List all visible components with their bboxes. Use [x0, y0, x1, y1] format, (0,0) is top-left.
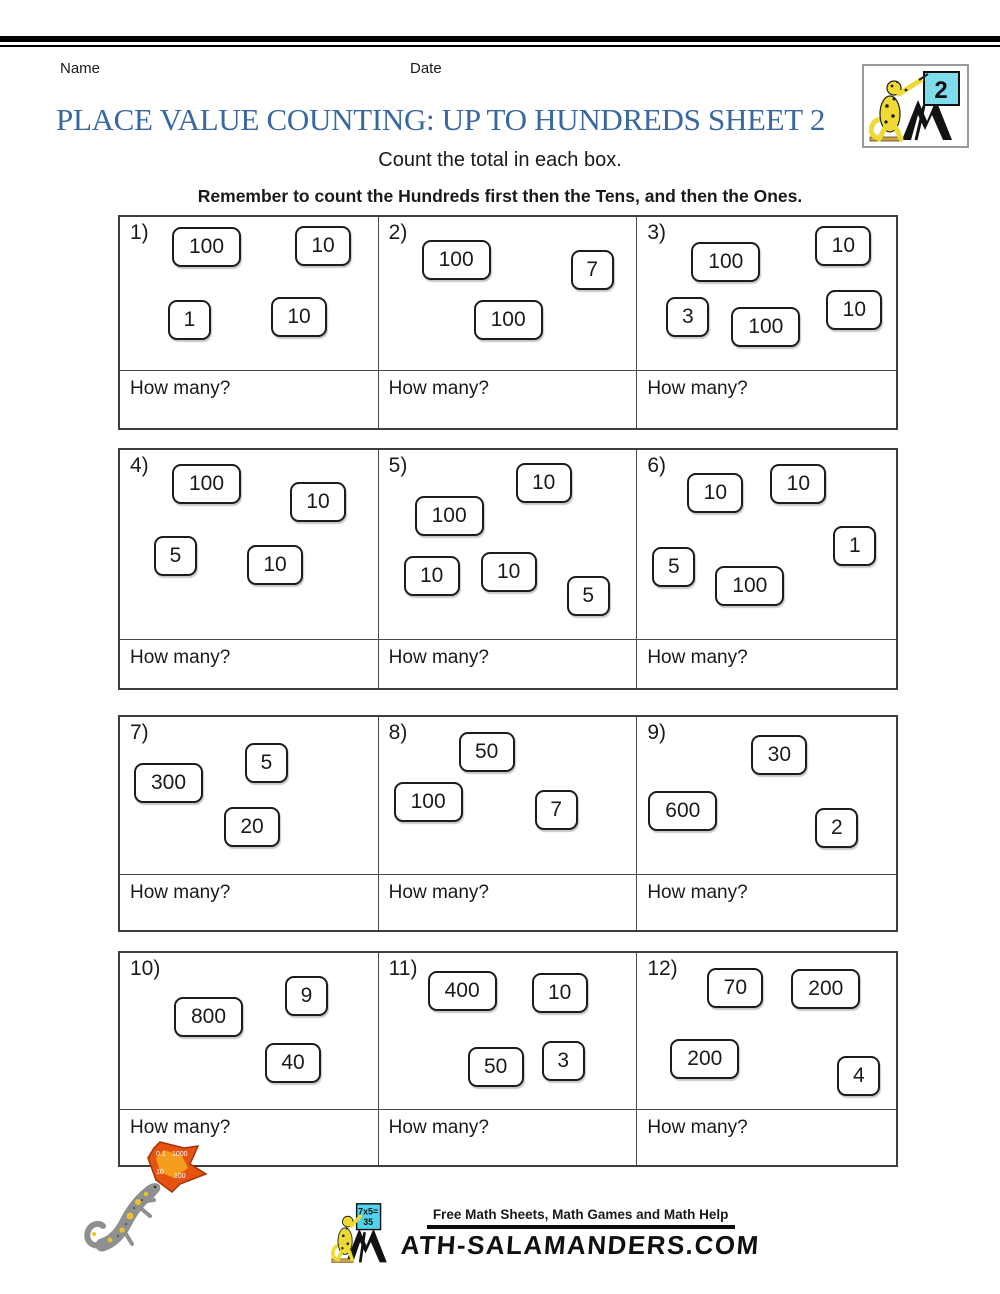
problem-table-row1	[118, 215, 898, 430]
flame-number: 0.1	[156, 1151, 166, 1158]
date-label: Date	[410, 60, 442, 77]
problem-cell-11	[379, 953, 638, 1110]
number-card: 10	[295, 226, 351, 266]
problem-number: 10)	[130, 957, 161, 980]
how-many-prompt: How many?	[120, 371, 379, 428]
site-name: ATH-SALAMANDERS.COM	[400, 1230, 762, 1260]
logo-rule	[427, 1225, 735, 1229]
problem-cell-6	[637, 450, 896, 640]
number-card: 1	[833, 526, 876, 566]
flame-number: 100	[174, 1173, 186, 1180]
number-card: 800	[174, 997, 243, 1037]
how-many-prompt: How many?	[120, 875, 379, 930]
number-card: 100	[172, 227, 241, 267]
number-card: 100	[731, 307, 800, 347]
problem-cell-2	[379, 217, 638, 371]
number-card: 3	[666, 297, 709, 337]
instruction: Remember to count the Hundreds first then the Tens, and then the Ones.	[197, 186, 803, 206]
problem-cell-1	[120, 217, 379, 371]
board-answer: 35	[363, 1217, 374, 1228]
problem-number: 11)	[388, 957, 418, 980]
problem-cell-7	[120, 717, 379, 875]
number-card: 200	[791, 969, 860, 1009]
number-card: 40	[265, 1043, 321, 1083]
problem-number: 8)	[388, 721, 408, 744]
number-card: 10	[770, 464, 826, 504]
problem-number: 3)	[647, 221, 667, 244]
number-card: 10	[532, 973, 588, 1013]
number-card: 100	[715, 566, 784, 606]
problem-cell-9	[637, 717, 896, 875]
problem-cell-8	[379, 717, 638, 875]
number-card: 600	[648, 791, 717, 831]
problem-number: 12)	[647, 957, 678, 980]
flame-number: 1000	[172, 1151, 188, 1158]
problem-table-row4	[118, 951, 898, 1167]
number-card: 10	[826, 290, 882, 330]
number-card: 100	[394, 782, 463, 822]
problem-cell-3	[637, 217, 896, 371]
problem-number: 5)	[388, 454, 408, 477]
how-many-prompt: How many?	[379, 640, 638, 688]
problem-number: 2)	[388, 221, 408, 244]
problem-table-row2	[118, 448, 898, 690]
problem-cell-5	[379, 450, 638, 640]
problem-number: 7)	[130, 721, 149, 744]
number-card: 5	[245, 743, 288, 783]
top-rule-thick	[0, 36, 1000, 42]
number-card: 400	[428, 971, 497, 1011]
number-card: 100	[691, 242, 760, 282]
how-many-prompt: How many?	[120, 640, 379, 688]
number-card: 9	[285, 976, 328, 1016]
top-rule-thin	[0, 45, 1000, 47]
problem-table-row3	[118, 715, 898, 932]
number-card: 10	[247, 545, 303, 585]
page-title: PLACE VALUE COUNTING: UP TO HUNDREDS SHEET 2	[56, 102, 826, 137]
number-card: 5	[652, 547, 695, 587]
problem-number: 9)	[647, 721, 667, 744]
flame-number: 10	[156, 1169, 164, 1176]
board-equation: 7x5=	[358, 1206, 379, 1217]
how-many-prompt: How many?	[647, 378, 748, 399]
how-many-prompt: How many?	[379, 1110, 638, 1165]
number-card: 50	[459, 732, 515, 772]
site-logo	[330, 1198, 760, 1272]
number-card: 7	[571, 250, 614, 290]
problem-cell-12	[637, 953, 896, 1110]
how-many-prompt: How many?	[379, 875, 638, 930]
number-card: 30	[751, 735, 807, 775]
number-card: 20	[224, 807, 280, 847]
problem-number: 4)	[130, 454, 149, 477]
number-card: 100	[172, 464, 241, 504]
salamander-body	[87, 1180, 163, 1245]
name-label: Name	[60, 60, 101, 77]
number-card: 100	[474, 300, 543, 340]
grade-badge	[862, 64, 969, 148]
how-many-prompt: How many?	[379, 371, 638, 428]
number-card: 10	[516, 463, 572, 503]
number-card: 5	[567, 576, 610, 616]
number-card: 70	[707, 968, 763, 1008]
problem-cell-4	[120, 450, 379, 640]
number-card: 10	[481, 552, 537, 592]
number-card: 10	[271, 297, 327, 337]
problem-cell-10	[120, 953, 379, 1110]
number-card: 3	[542, 1041, 585, 1081]
number-card: 10	[404, 556, 460, 596]
number-card: 2	[815, 808, 858, 848]
number-card: 10	[815, 226, 871, 266]
number-card: 100	[415, 496, 484, 536]
number-card: 5	[154, 536, 197, 576]
number-card: 300	[134, 763, 203, 803]
number-card: 1	[168, 300, 211, 340]
number-card: 10	[687, 473, 743, 513]
logo-salamander-easel	[330, 1198, 399, 1270]
number-card: 100	[422, 240, 491, 280]
number-card: 4	[837, 1056, 880, 1096]
badge-number: 2	[934, 77, 948, 104]
how-many-prompt: How many?	[647, 647, 748, 668]
how-many-prompt: How many?	[647, 1117, 748, 1138]
how-many-prompt: How many?	[647, 882, 748, 903]
number-card: 50	[468, 1047, 524, 1087]
number-card: 7	[535, 790, 578, 830]
how-many-prompt: How many?	[120, 1110, 379, 1165]
grade-badge-graphic	[864, 66, 967, 146]
fire-salamander-graphic	[76, 1140, 218, 1273]
subtitle: Count the total in each box.	[378, 149, 622, 171]
problem-number: 6)	[647, 454, 667, 477]
logo-text-block	[401, 1198, 760, 1261]
problem-number: 1)	[130, 221, 149, 244]
number-card: 10	[290, 482, 346, 522]
logo-tagline: Free Math Sheets, Math Games and Math Help	[432, 1207, 729, 1222]
number-card: 200	[670, 1039, 739, 1079]
